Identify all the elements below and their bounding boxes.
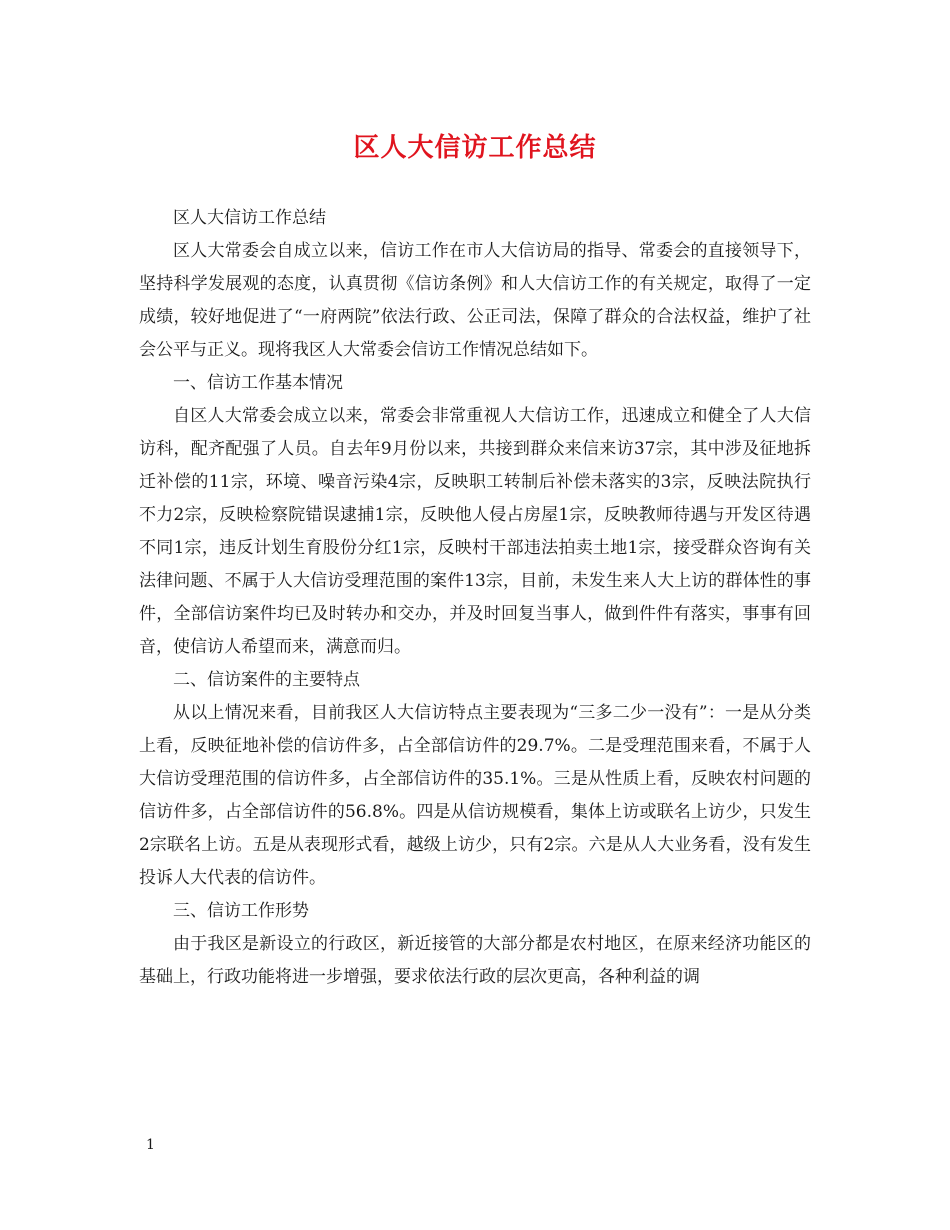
paragraph-characteristics: 从以上情况来看，目前我区人大信访特点主要表现为“三多二少一没有”：一是从分类上看，反映征地补偿的信访件多，占全部信访件的29.7%。二是受理范围来看，不属于人大信访受理范围的信访件多，占全部信访件的35.1%。三是从性质上看，反映农村问题的信访件多，占全部信访件的56.8%。四是从信访规模看，集体上访或联名上访少，只发生2宗联名上访。五是从表现形式看，越级上访少，只有2宗。六是从人大业务看，没有发生投诉人大代表的信访件。 — [139, 703, 811, 888]
paragraph-basic-situation: 自区人大常委会成立以来，常委会非常重视人大信访工作，迅速成立和健全了人大信访科，配齐配强了人员。自去年9月份以来，共接到群众来信来访37宗，其中涉及征地拆迁补偿的11宗，环境、噪音污染4宗，反映职工转制后补偿未落实的3宗，反映法院执行不力2宗，反映检察院错误逮捕1宗，反映他人侵占房屋1宗，反映教师待遇与开发区待遇不同1宗，违反计划生育股份分红1宗，反映村干部违法拍卖土地1宗，接受群众咨询有关法律问题、不属于人大信访受理范围的案件13宗，目前，未发生来人大上访的群体性的事件，全部信访案件均已及时转办和交办，并及时回复当事人，做到件件有落实，事事有回音，使信访人希望而来，满意而归。 — [139, 406, 811, 657]
section-heading-3: 三、信访工作形势 — [173, 901, 309, 921]
document-title: 区人大信访工作总结 — [353, 133, 597, 163]
section-heading-2: 二、信访案件的主要特点 — [173, 670, 360, 690]
section-heading-1: 一、信访工作基本情况 — [173, 373, 343, 393]
document-body — [139, 202, 811, 994]
paragraph-heading-repeat: 区人大信访工作总结 — [173, 208, 326, 228]
paragraph-situation: 由于我区是新设立的行政区，新近接管的大部分都是农村地区，在原来经济功能区的基础上，行政功能将进一步增强，要求依法行政的层次更高，各种利益的调 — [139, 934, 811, 987]
page-number: 1 — [146, 1137, 155, 1153]
paragraph-intro: 区人大常委会自成立以来，信访工作在市人大信访局的指导、常委会的直接领导下，坚持科学发展观的态度，认真贯彻《信访条例》和人大信访工作的有关规定，取得了一定成绩，较好地促进了“一府两院”依法行政、公正司法，保障了群众的合法权益，维护了社会公平与正义。现将我区人大常委会信访工作情况总结如下。 — [139, 241, 811, 360]
